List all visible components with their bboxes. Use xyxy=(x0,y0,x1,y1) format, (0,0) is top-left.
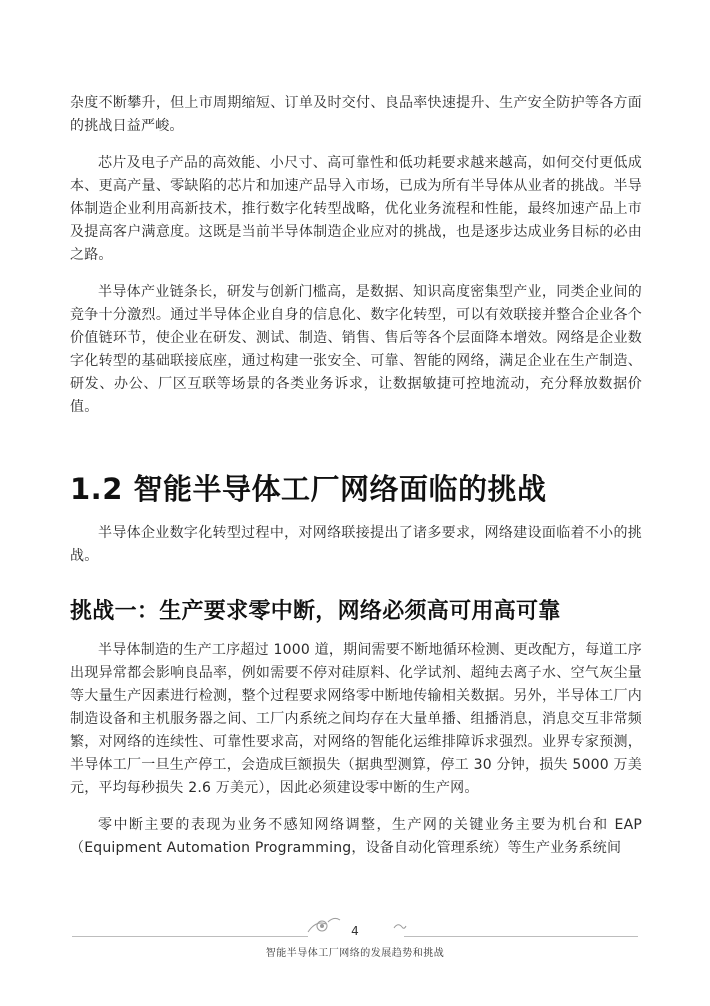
footer-swirl-icon xyxy=(392,922,408,932)
section-title: 1.2 智能半导体工厂网络面临的挑战 xyxy=(70,472,547,506)
footer-rule-left xyxy=(72,936,308,937)
paragraph-production-process: 半导体制造的生产工序超过 1000 道，期间需要不断地循环检测、更改配方，每道工序出现异常都会影响良品率，例如需要不停对硅原料、化学试剂、超纯去离子水、空气灰尘量等大量生产因素进行检测，整个过程要求网络零中断地传输相关数据。另外，半导体工厂内制造设备和主机服务器之间、工厂内系统之间均存在大量单播、组播消息，消息交互非常频繁，对网络的连续性、可靠性要求高，对网络的智能化运维排障诉求强烈。业界专家预测，半导体工厂一旦生产停工，会造成巨额损失（据典型测算，停工 30 分钟，损失 5000 万美元，平均每秒损失 2.6 万美元），因此必须建设零中断的生产网。 xyxy=(70,642,642,796)
page-number: 4 xyxy=(351,924,359,938)
footer-ornament-icon xyxy=(304,914,344,938)
page-content xyxy=(70,92,642,860)
footer-rule-right xyxy=(404,936,638,937)
challenge-one-title: 挑战一：生产要求零中断，网络必须高可用高可靠 xyxy=(70,599,561,624)
section-intro: 半导体企业数字化转型过程中，对网络联接提出了诸多要求，网络建设面临着不小的挑战。 xyxy=(70,525,642,564)
footer-document-title: 智能半导体工厂网络的发展趋势和挑战 xyxy=(265,948,445,959)
paragraph-zero-interruption: 零中断主要的表现为业务不感知网络调整，生产网的关键业务主要为机台和 EAP（Equipment Automation Programming，设备自动化管理系统）等生产业务系统间 xyxy=(70,817,642,856)
paragraph-industry-chain: 半导体产业链条长，研发与创新门槛高，是数据、知识高度密集型产业，同类企业间的竞争十分激烈。通过半导体企业自身的信息化、数字化转型，可以有效联接并整合企业各个价值链环节，使企业在研发、测试、制造、销售、售后等各个层面降本增效。网络是企业数字化转型的基础联接底座，通过构建一张安全、可靠、智能的网络，满足企业在生产制造、研发、办公、厂区互联等场景的各类业务诉求，让数据敏捷可控地流动，充分释放数据价值。 xyxy=(70,284,642,415)
paragraph-continued: 杂度不断攀升，但上市周期缩短、订单及时交付、良品率快速提升、生产安全防护等各方面的挑战日益严峻。 xyxy=(70,95,642,134)
paragraph-chip-demand: 芯片及电子产品的高效能、小尺寸、高可靠性和低功耗要求越来越高，如何交付更低成本、更高产量、零缺陷的芯片和加速产品导入市场，已成为所有半导体从业者的挑战。半导体制造企业利用高新技术，推行数字化转型战略，优化业务流程和性能，最终加速产品上市及提高客户满意度。这既是当前半导体制造企业应对的挑战，也是逐步达成业务目标的必由之路。 xyxy=(70,155,642,263)
page-footer xyxy=(0,908,710,968)
